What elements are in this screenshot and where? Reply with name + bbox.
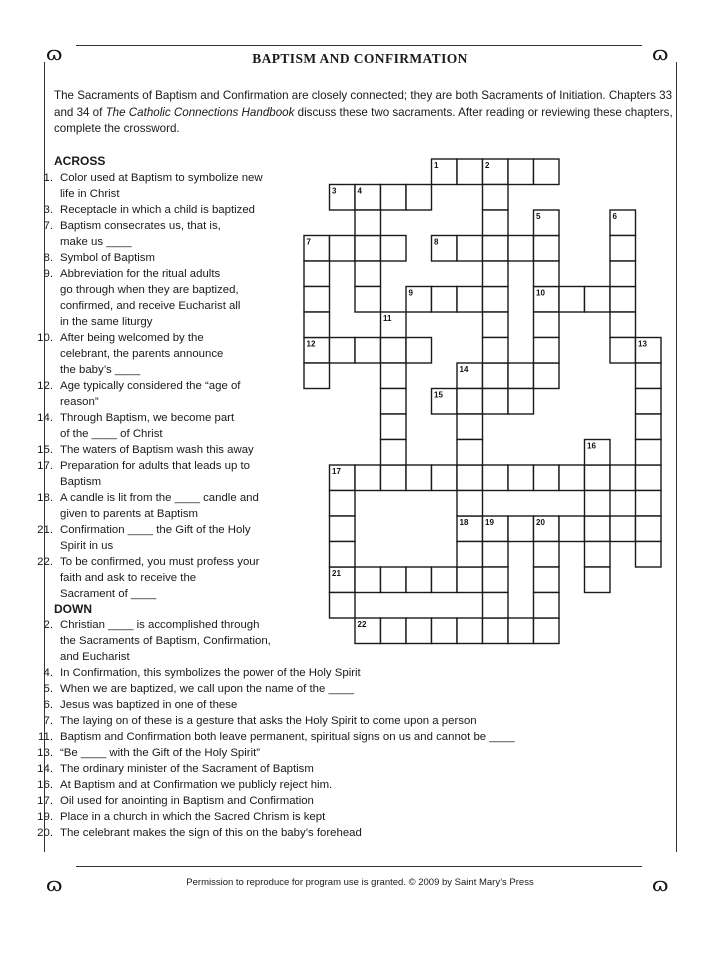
grid-number-label: 19 — [485, 518, 494, 527]
grid-cell[interactable] — [610, 261, 636, 287]
grid-cell[interactable] — [636, 440, 662, 466]
clue-number: 8. — [43, 252, 53, 264]
grid-cell[interactable] — [534, 261, 560, 287]
clue-text: Receptacle in which a child is baptized — [60, 204, 256, 216]
grid-cell[interactable] — [585, 287, 611, 313]
grid-cell[interactable] — [381, 567, 407, 593]
grid-number-label: 11 — [383, 314, 392, 323]
grid-cell[interactable] — [381, 465, 407, 491]
grid-number-label: 15 — [434, 390, 443, 400]
clue-text: To be confirmed, you must profess your — [60, 556, 260, 568]
clue-text: Baptism — [60, 476, 102, 488]
clue-number: 10. — [37, 332, 53, 344]
grid-cell[interactable] — [508, 363, 534, 389]
grid-cell[interactable] — [432, 465, 458, 491]
grid-cell[interactable] — [304, 287, 330, 313]
grid-cell[interactable] — [534, 465, 560, 491]
grid-cell[interactable] — [457, 618, 483, 644]
grid-cell[interactable] — [381, 618, 407, 644]
clue-text: the baby’s ____ — [60, 364, 141, 376]
grid-cell[interactable] — [355, 261, 381, 287]
grid-cell[interactable] — [508, 465, 534, 491]
clue-text: Baptism consecrates us, that is, — [60, 220, 221, 232]
grid-cell[interactable] — [406, 338, 432, 364]
clue-number: 18. — [37, 492, 53, 504]
clue-text: Color used at Baptism to symbolize new — [60, 172, 263, 184]
grid-cell[interactable] — [355, 287, 381, 313]
grid-cell[interactable] — [534, 363, 560, 389]
grid-cell[interactable] — [381, 363, 407, 389]
grid-cell[interactable] — [534, 338, 560, 364]
clue-text: Place in a church in which the Sacred Chrism is kept — [60, 811, 326, 823]
grid-cell[interactable] — [381, 236, 407, 262]
grid-number-label: 13 — [638, 339, 647, 349]
clue-text: Symbol of Baptism — [60, 252, 155, 264]
clue-text: Spirit in us — [60, 540, 114, 552]
grid-number-label: 5 — [536, 212, 541, 221]
clue-number: 1. — [43, 172, 53, 184]
grid-number-label: 6 — [612, 212, 617, 221]
clue-text: Baptism and Confirmation both leave permanent, spiritual signs on us and cannot be ____ — [60, 731, 515, 743]
grid-cell[interactable] — [483, 593, 509, 619]
clue-text: Abbreviation for the ritual adults — [60, 268, 221, 280]
grid-cell[interactable] — [483, 261, 509, 287]
clue-number: 7. — [43, 715, 53, 727]
clue-text: Jesus was baptized in one of these — [60, 699, 238, 711]
grid-cell[interactable] — [381, 414, 407, 440]
clue-text: Through Baptism, we become part — [60, 412, 235, 424]
grid-cell[interactable] — [636, 542, 662, 568]
clue-text: In Confirmation, this symbolizes the power of the Holy Spirit — [60, 667, 361, 679]
grid-cell[interactable] — [432, 618, 458, 644]
clue-text: faith and ask to receive the — [60, 572, 197, 584]
clue-text: A candle is lit from the ____ candle and — [60, 492, 259, 504]
grid-cell[interactable] — [636, 465, 662, 491]
grid-cell[interactable] — [457, 465, 483, 491]
grid-cell[interactable] — [457, 414, 483, 440]
grid-cell[interactable] — [585, 491, 611, 517]
grid-cell[interactable] — [483, 185, 509, 211]
grid-cell[interactable] — [432, 567, 458, 593]
grid-number-label: 9 — [408, 288, 413, 298]
grid-cell[interactable] — [585, 567, 611, 593]
grid-number-label: 4 — [357, 186, 362, 196]
corner-ornament-icon: ɷ — [46, 41, 63, 65]
grid-cell[interactable] — [534, 593, 560, 619]
grid-cell[interactable] — [381, 440, 407, 466]
grid-cell[interactable] — [406, 567, 432, 593]
grid-cell[interactable] — [483, 338, 509, 364]
grid-cell[interactable] — [636, 363, 662, 389]
clue-number: 5. — [43, 683, 53, 695]
grid-cell[interactable] — [432, 287, 458, 313]
grid-cell[interactable] — [381, 338, 407, 364]
grid-cell[interactable] — [559, 287, 585, 313]
clue-number: 4. — [43, 667, 53, 679]
clue-number: 12. — [37, 380, 53, 392]
grid-cell[interactable] — [355, 236, 381, 262]
grid-cell[interactable] — [508, 516, 534, 542]
grid-cell[interactable] — [559, 516, 585, 542]
grid-cell[interactable] — [355, 210, 381, 236]
grid-number-label: 7 — [306, 237, 311, 247]
clue-text: make us ____ — [60, 236, 132, 248]
grid-cell[interactable] — [534, 159, 560, 185]
grid-cell[interactable] — [457, 491, 483, 517]
clue-text: of the ____ of Christ — [60, 428, 163, 440]
grid-cell[interactable] — [330, 491, 356, 517]
corner-ornament-icon: ɷ — [652, 41, 669, 65]
grid-cell[interactable] — [483, 465, 509, 491]
clue-number: 11. — [38, 731, 53, 743]
grid-cell[interactable] — [483, 236, 509, 262]
grid-cell[interactable] — [355, 465, 381, 491]
grid-cell[interactable] — [534, 567, 560, 593]
clue-number: 15. — [37, 444, 53, 456]
clue-text: and Eucharist — [60, 651, 130, 663]
grid-number-label: 22 — [357, 620, 367, 629]
grid-number-label: 2 — [485, 161, 490, 170]
grid-cell[interactable] — [355, 567, 381, 593]
grid-cell[interactable] — [330, 338, 356, 364]
clue-text: Oil used for anointing in Baptism and Confirmation — [60, 795, 314, 807]
grid-cell[interactable] — [483, 210, 509, 236]
grid-cell[interactable] — [534, 542, 560, 568]
intro-text: discuss these two sacraments. After reading or reviewing these chapters, complete the crossword. — [54, 105, 673, 135]
grid-cell[interactable] — [610, 516, 636, 542]
grid-cell[interactable] — [534, 618, 560, 644]
grid-number-label: 20 — [536, 518, 545, 527]
copyright-footer: Permission to reproduce for program use is granted. © 2009 by Saint Mary’s Press — [186, 877, 534, 888]
clue-text: reason” — [60, 396, 99, 408]
grid-cell[interactable] — [585, 516, 611, 542]
clue-text: Preparation for adults that leads up to — [60, 460, 250, 472]
grid-cell[interactable] — [483, 618, 509, 644]
clue-text: in the same liturgy — [60, 316, 153, 328]
clue-number: 3. — [43, 204, 53, 216]
grid-number-label: 1 — [434, 161, 439, 170]
clue-number: 6. — [43, 699, 53, 711]
corner-ornament-icon: ɷ — [652, 872, 669, 896]
grid-cell[interactable] — [508, 236, 534, 262]
clue-text: Age typically considered the “age of — [60, 380, 241, 392]
grid-cell[interactable] — [330, 516, 356, 542]
clue-number: 21. — [37, 524, 53, 536]
grid-cell[interactable] — [610, 312, 636, 338]
clue-number: 14. — [37, 763, 53, 775]
across-heading: ACROSS — [54, 154, 106, 168]
clue-number: 17. — [37, 795, 53, 807]
book-title: The Catholic Connections Handbook — [105, 105, 295, 119]
grid-cell[interactable] — [534, 312, 560, 338]
grid-cell[interactable] — [585, 542, 611, 568]
grid-cell[interactable] — [559, 465, 585, 491]
grid-cell[interactable] — [457, 567, 483, 593]
grid-cell[interactable] — [330, 236, 356, 262]
clue-text: confirmed, and receive Eucharist all — [60, 300, 241, 312]
grid-cell[interactable] — [534, 236, 560, 262]
clue-text: Christian ____ is accomplished through — [60, 619, 260, 631]
clue-text: “Be ____ with the Gift of the Holy Spirit” — [60, 747, 261, 759]
grid-number-label: 18 — [459, 518, 469, 527]
clue-text: go through when they are baptized, — [60, 284, 239, 296]
clue-text: Sacrament of ____ — [60, 588, 157, 600]
clue-text: The celebrant makes the sign of this on the baby’s forehead — [60, 827, 362, 839]
grid-number-label: 16 — [587, 441, 596, 451]
clue-text: celebrant, the parents announce — [60, 348, 224, 360]
grid-cell[interactable] — [483, 363, 509, 389]
grid-cell[interactable] — [483, 389, 509, 415]
grid-cell[interactable] — [330, 542, 356, 568]
grid-cell[interactable] — [330, 593, 356, 619]
clue-text: The laying on of these is a gesture that asks the Holy Spirit to come upon a person — [60, 715, 477, 727]
grid-cell[interactable] — [636, 491, 662, 517]
clue-number: 19. — [37, 811, 53, 823]
page-title: BAPTISM AND CONFIRMATION — [252, 51, 468, 66]
clue-number: 2. — [43, 619, 53, 631]
grid-cell[interactable] — [610, 465, 636, 491]
grid-cell[interactable] — [304, 261, 330, 287]
clue-text: At Baptism and at Confirmation we publicly reject him. — [60, 779, 333, 791]
grid-cell[interactable] — [406, 185, 432, 211]
grid-number-label: 12 — [306, 339, 316, 349]
grid-cell[interactable] — [457, 389, 483, 415]
grid-cell[interactable] — [585, 465, 611, 491]
grid-cell[interactable] — [610, 287, 636, 313]
grid-cell[interactable] — [406, 465, 432, 491]
clue-text: The ordinary minister of the Sacrament of Baptism — [60, 763, 314, 775]
clue-text: life in Christ — [60, 188, 120, 200]
grid-number-label: 14 — [459, 365, 469, 374]
clue-number: 13. — [37, 747, 53, 759]
grid-cell[interactable] — [355, 338, 381, 364]
down-heading: DOWN — [54, 602, 92, 616]
grid-cell[interactable] — [304, 312, 330, 338]
grid-cell[interactable] — [610, 236, 636, 262]
clue-number: 22. — [37, 556, 53, 568]
grid-cell[interactable] — [457, 287, 483, 313]
clue-text: The waters of Baptism wash this away — [60, 444, 254, 456]
grid-cell[interactable] — [483, 312, 509, 338]
grid-cell[interactable] — [508, 159, 534, 185]
clue-text: the Sacraments of Baptism, Confirmation, — [60, 635, 271, 647]
clue-text: When we are baptized, we call upon the name of the ____ — [60, 683, 354, 695]
grid-cell[interactable] — [457, 542, 483, 568]
grid-cell[interactable] — [636, 414, 662, 440]
corner-ornament-icon: ɷ — [46, 872, 63, 896]
grid-number-label: 17 — [332, 467, 341, 476]
grid-cell[interactable] — [381, 389, 407, 415]
clue-number: 9. — [43, 268, 53, 280]
grid-cell[interactable] — [508, 618, 534, 644]
grid-number-label: 3 — [332, 186, 337, 196]
clue-number: 20. — [37, 827, 53, 839]
grid-cell[interactable] — [610, 338, 636, 364]
grid-cell[interactable] — [457, 159, 483, 185]
grid-cell[interactable] — [304, 363, 330, 389]
grid-number-label: 21 — [332, 569, 341, 578]
clue-number: 7. — [43, 220, 53, 232]
grid-cell[interactable] — [636, 516, 662, 542]
grid-number-label: 8 — [434, 237, 439, 247]
clue-number: 17. — [37, 460, 53, 472]
intro-text: The Sacraments of Baptism and Confirmation are closely connected; they are both Sacraments of Initiation. Chapters 33 and 34 of — [54, 89, 673, 119]
grid-cell[interactable] — [483, 542, 509, 568]
grid-cell[interactable] — [508, 389, 534, 415]
grid-cell[interactable] — [381, 185, 407, 211]
clue-number: 16. — [37, 779, 53, 791]
clue-number: 14. — [37, 412, 53, 424]
clue-text: Confirmation ____ the Gift of the Holy — [60, 524, 251, 536]
grid-cell[interactable] — [483, 567, 509, 593]
clue-text: After being welcomed by the — [60, 332, 204, 344]
grid-cell[interactable] — [406, 618, 432, 644]
grid-number-label: 10 — [536, 288, 545, 298]
grid-cell[interactable] — [457, 236, 483, 262]
grid-cell[interactable] — [636, 389, 662, 415]
grid-cell[interactable] — [457, 440, 483, 466]
grid-cell[interactable] — [483, 287, 509, 313]
clue-text: given to parents at Baptism — [60, 508, 199, 520]
